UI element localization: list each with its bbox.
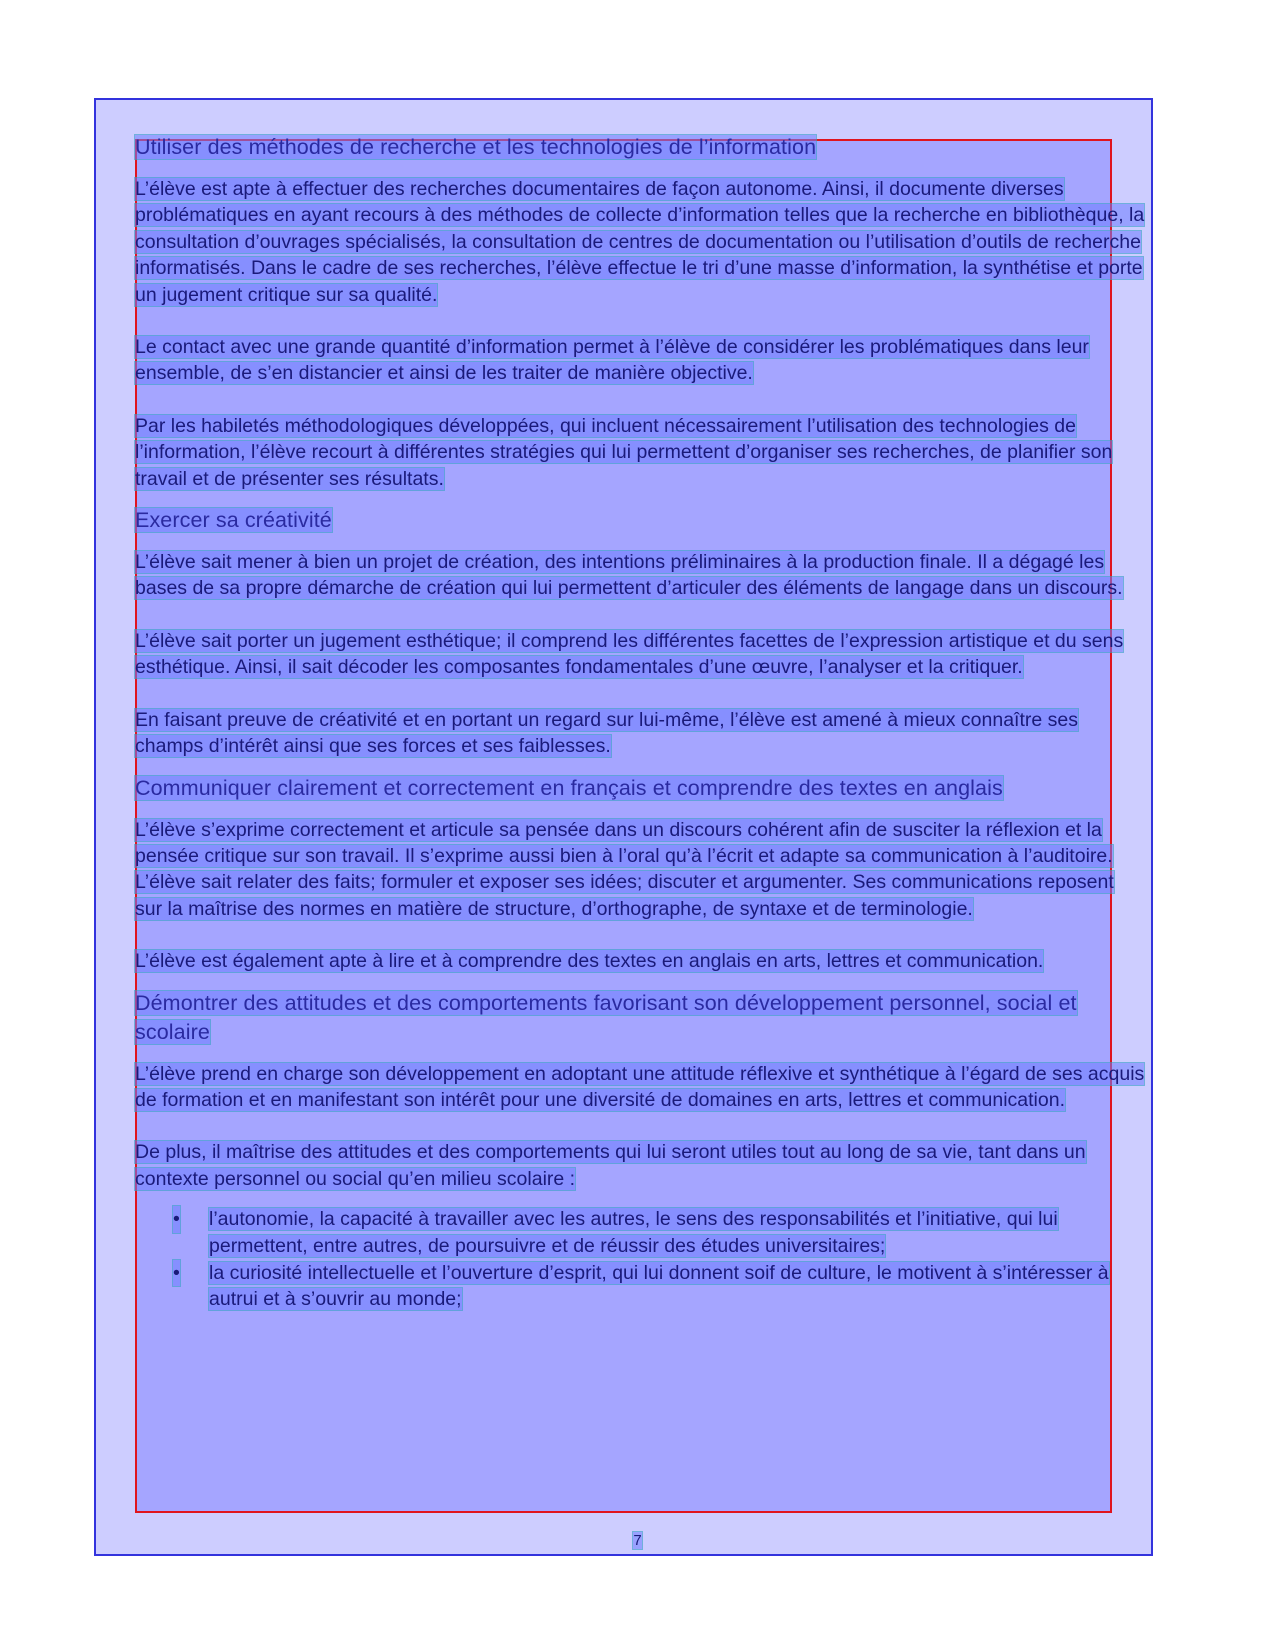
section-heading: [135, 989, 1145, 1047]
section-heading: [135, 133, 1145, 162]
section-heading: [135, 774, 1145, 803]
section-communication: [135, 774, 1145, 975]
paragraph-text: En faisant preuve de créativité et en portant un regard sur lui-même, l’élève est amené à mieux connaître ses champs d’intérêt ainsi que ses forces et ses faiblesses.: [135, 708, 1078, 758]
paragraph-text: L’élève est également apte à lire et à comprendre des textes en anglais en arts, lettres et communication.: [135, 950, 1044, 973]
paragraph: [135, 413, 1145, 492]
paragraph-text: De plus, il maîtrise des attitudes et des comportements qui lui seront utiles tout au long de sa vie, tant dans un contexte personnel ou social qu’en milieu scolaire :: [135, 1141, 1086, 1190]
paragraph: [135, 549, 1145, 602]
section-personal-development: [135, 989, 1145, 1313]
paragraph: [135, 707, 1145, 760]
document-body: [135, 133, 1145, 1314]
paragraph-text: Par les habiletés méthodologiques développées, qui incluent nécessairement l’utilisation des technologies de l’information, l’élève recourt à différentes stratégies qui lui permettent d’organiser ses recherches, de planifier son travail et de présenter ses résultats.: [135, 414, 1113, 490]
page-number: [0, 1532, 1275, 1549]
bullet-icon: •: [173, 1260, 180, 1286]
paragraph: [135, 1139, 1145, 1192]
paragraph: [135, 948, 1145, 974]
list-item-text: l’autonomie, la capacité à travailler avec les autres, le sens des responsabilités et l’initiative, qui lui permettent, entre autres, de poursuivre et de réussir des études universitaires;: [209, 1208, 1058, 1257]
bullet-icon: •: [173, 1206, 180, 1232]
paragraph-text: L’élève sait porter un jugement esthétique; il comprend les différentes facettes de l’expression artistique et du sens esthétique. Ainsi, il sait décoder les composantes fondamentales d’une œuvre, l’analyser et la critiquer.: [135, 629, 1124, 679]
heading-text: Démontrer des attitudes et des comportements favorisant son développement personnel, social et scolaire: [135, 990, 1077, 1044]
list-item: [135, 1260, 1145, 1313]
section-research-methods: [135, 133, 1145, 492]
section-heading: [135, 506, 1145, 535]
list-item: [135, 1206, 1145, 1259]
paragraph: [135, 334, 1145, 387]
section-creativity: [135, 506, 1145, 759]
list-item-text: la curiosité intellectuelle et l’ouverture d’esprit, qui lui donnent soif de culture, le motivent à s’intéresser à autrui et à s’ouvrir au monde;: [209, 1261, 1109, 1311]
paragraph-text: Le contact avec une grande quantité d’information permet à l’élève de considérer les problématiques dans leur ensemble, de s’en distancier et ainsi de les traiter de manière objective.: [135, 336, 1089, 385]
paragraph-text: L’élève est apte à effectuer des recherches documentaires de façon autonome. Ainsi, il documente diverses problématiques en ayant recours à des méthodes de collecte d’information telles que la recherche en bibliothèque, la consultation d’ouvrages spécialisés, la consultation de centres de documentation ou l’utilisation d’outils de recherche informatisés. Dans le cadre de ses recherches, l’élève effectue le tri d’une masse d’information, la synthétise et porte un jugement critique sur sa qualité.: [135, 178, 1145, 306]
paragraph: [135, 1061, 1145, 1114]
paragraph: [135, 817, 1145, 923]
page-number-text: 7: [633, 1532, 642, 1549]
paragraph-text: L’élève prend en charge son développement en adoptant une attitude réflexive et synthétique à l’égard de ses acquis de formation et en manifestant son intérêt pour une diversité de domaines en arts, lettres et communication.: [135, 1062, 1145, 1111]
bullet-list: [135, 1206, 1145, 1313]
paragraph-text: L’élève sait mener à bien un projet de création, des intentions préliminaires à la production finale. Il a dégagé les bases de sa propre démarche de création qui lui permettent d’articuler des éléments de langage dans un discours.: [135, 551, 1123, 600]
heading-text: Utiliser des méthodes de recherche et les technologies de l’information: [135, 135, 817, 159]
paragraph: [135, 628, 1145, 681]
heading-text: Communiquer clairement et correctement en français et comprendre des textes en anglais: [135, 775, 1003, 800]
heading-text: Exercer sa créativité: [135, 508, 332, 533]
paragraph-text: L’élève s’exprime correctement et articule sa pensée dans un discours cohérent afin de susciter la réflexion et la pensée critique sur son travail. Il s’exprime aussi bien à l’oral qu’à l’écrit et adapte sa communication à l’auditoire. L’élève sait relater des faits; formuler et exposer ses idées; discuter et argumenter. Ses communications reposent sur la maîtrise des normes en matière de structure, d’orthographe, de syntaxe et de terminologie.: [135, 818, 1114, 920]
paragraph: [135, 176, 1145, 308]
